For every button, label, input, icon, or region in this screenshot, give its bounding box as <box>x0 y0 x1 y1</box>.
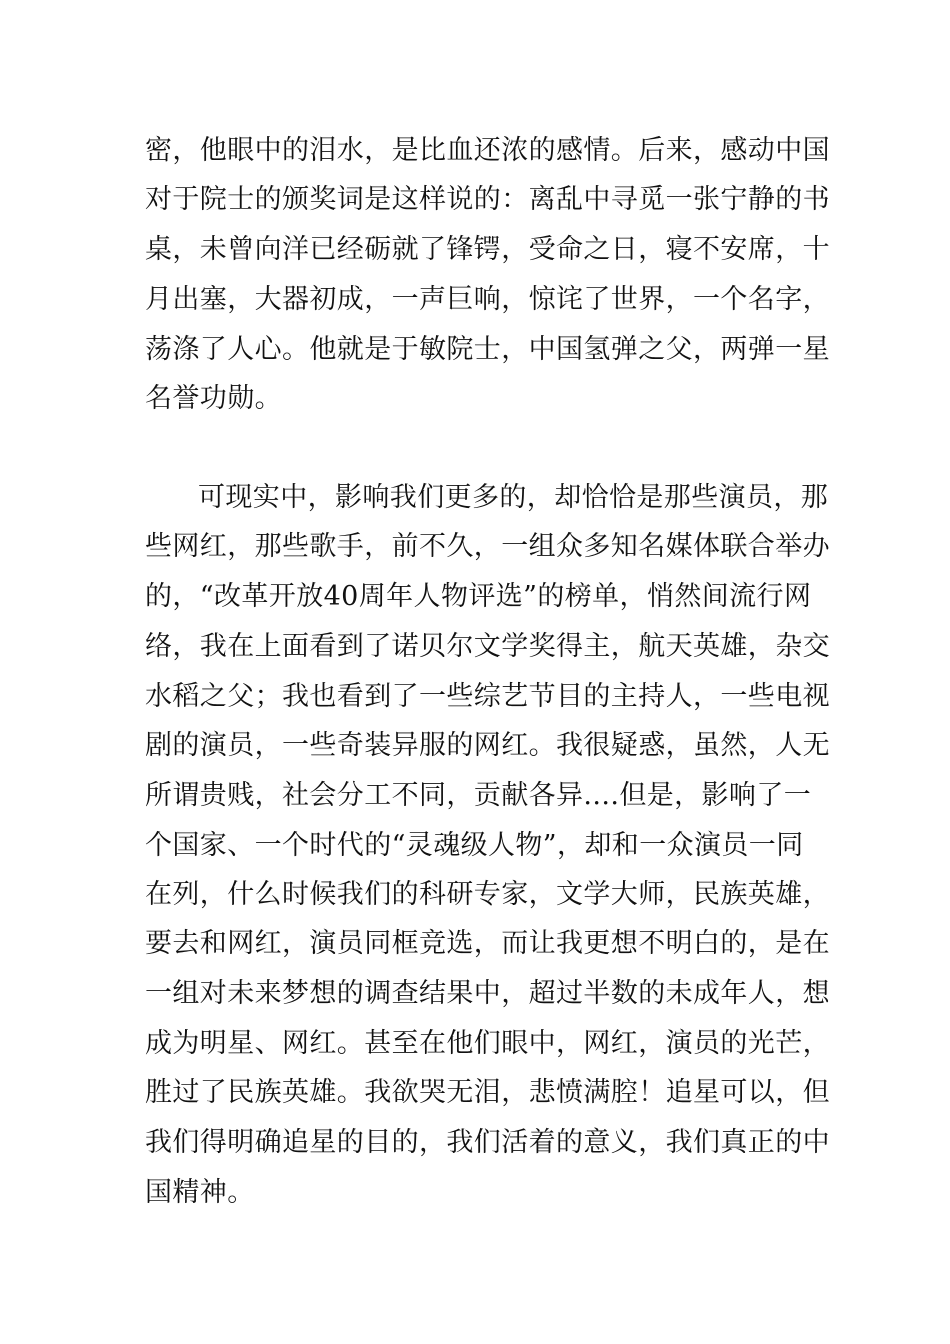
paragraph-2-line-2: 些网红，那些歌手，前不久，一组众多知名媒体联合举办 <box>145 531 830 562</box>
paragraph-2-line-9: 在列，什么时候我们的科研专家，文学大师，民族英雄， <box>145 879 830 910</box>
paragraph-2-line-12: 成为明星、网红。甚至在他们眼中，网红，演员的光芒， <box>145 1028 830 1059</box>
paragraph-2-line-15: 国精神。 <box>145 1177 255 1208</box>
paragraph-2-line-3: 的，“改革开放40周年人物评选”的榜单，悄然间流行网 <box>145 581 812 612</box>
paragraph-1-line-1: 密，他眼中的泪水，是比血还浓的感情。后来，感动中国 <box>145 135 830 166</box>
paragraph-2-line-14: 我们得明确追星的目的，我们活着的意义，我们真正的中 <box>145 1127 830 1158</box>
paragraph-2-line-13: 胜过了民族英雄。我欲哭无泪，悲愤满腔！追星可以，但 <box>145 1077 830 1108</box>
paragraph-2-line-1: 可现实中，影响我们更多的，却恰恰是那些演员，那 <box>198 482 829 513</box>
paragraph-1-line-3: 桌，未曾向洋已经砺就了锋锷，受命之日，寝不安席，十 <box>145 234 830 265</box>
paragraph-1-line-6: 名誉功勋。 <box>145 383 282 414</box>
paragraph-2-line-8: 个国家、一个时代的“灵魂级人物”，却和一众演员一同 <box>145 830 804 861</box>
paragraph-2-line-11: 一组对未来梦想的调查结果中，超过半数的未成年人，想 <box>145 978 830 1009</box>
paragraph-1-line-5: 荡涤了人心。他就是于敏院士，中国氢弹之父，两弹一星 <box>145 334 830 365</box>
paragraph-2-line-7: 所谓贵贱，社会分工不同，贡献各异....但是，影响了一 <box>145 780 812 811</box>
paragraph-2-line-6: 剧的演员，一些奇装异服的网红。我很疑惑，虽然，人无 <box>145 730 830 761</box>
paragraph-2-line-10: 要去和网红，演员同框竞选，而让我更想不明白的，是在 <box>145 928 830 959</box>
paragraph-2-line-4: 络，我在上面看到了诺贝尔文学奖得主，航天英雄，杂交 <box>145 631 830 662</box>
paragraph-2-line-5: 水稻之父；我也看到了一些综艺节目的主持人，一些电视 <box>145 681 830 712</box>
paragraph-1-line-2: 对于院士的颁奖词是这样说的：离乱中寻觅一张宁静的书 <box>145 184 830 215</box>
paragraph-1-line-4: 月出塞，大器初成，一声巨响，惊诧了世界，一个名字， <box>145 284 830 315</box>
